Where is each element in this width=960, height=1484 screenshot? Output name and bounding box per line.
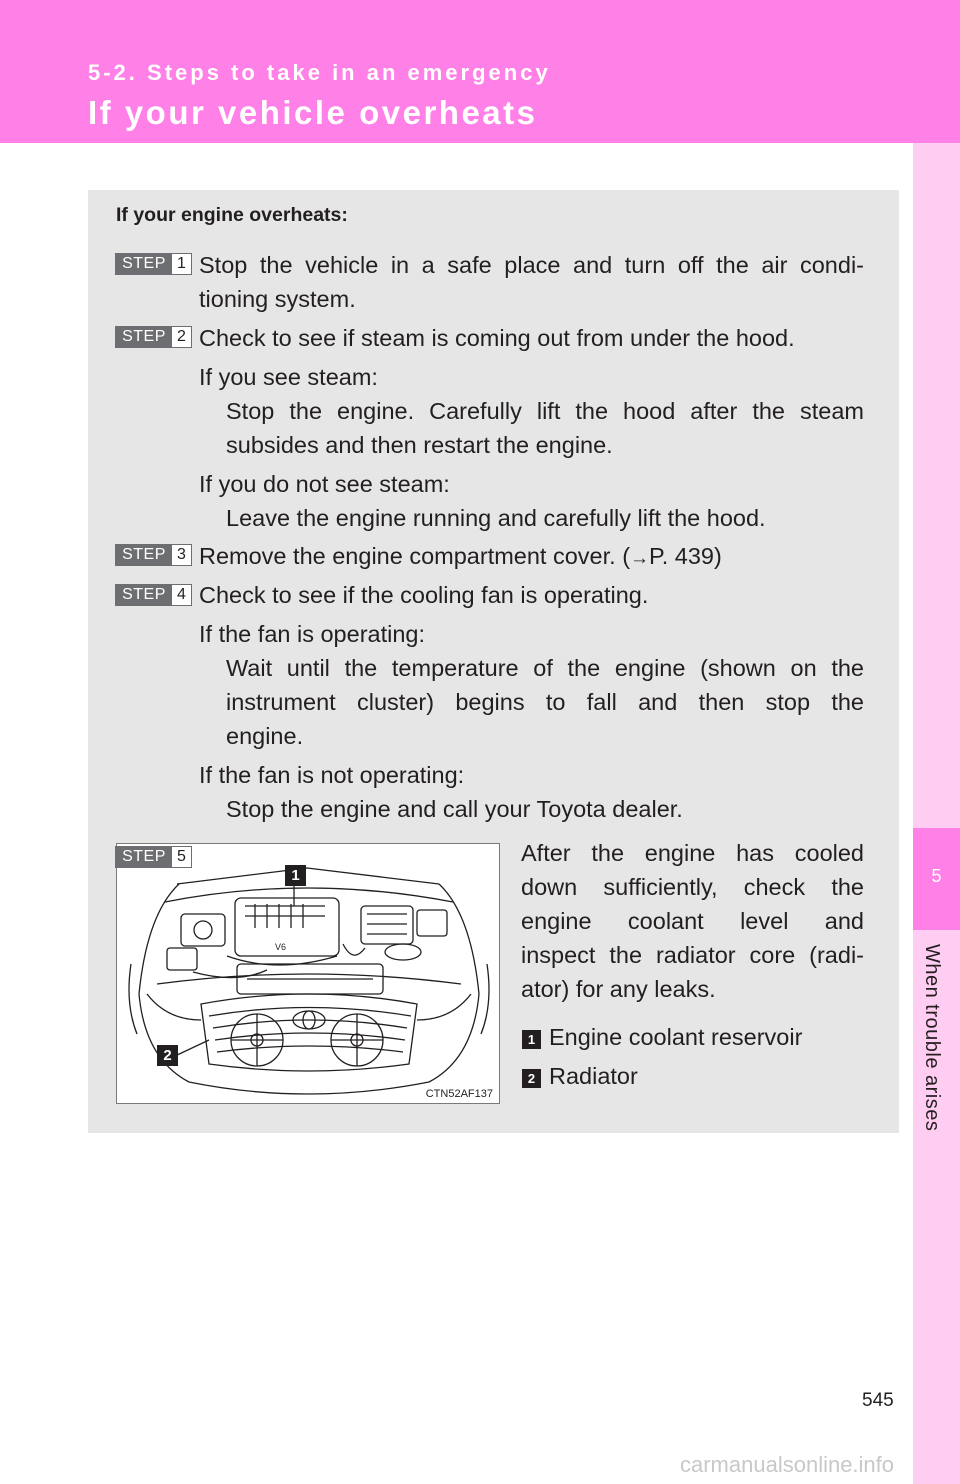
step-3-badge — [115, 544, 192, 566]
step-1-badge — [115, 253, 192, 275]
step-number: 1 — [177, 255, 186, 272]
step-1-text-line2: tioning system. — [199, 286, 356, 312]
step-4-badge — [115, 584, 192, 606]
chapter-number-tab — [913, 828, 960, 930]
chapter-side-tab — [913, 143, 960, 1484]
step-4-action-1-line3: engine. — [226, 723, 304, 749]
page-number: 545 — [862, 1390, 894, 1411]
step-4-action-1-line1: Wait until the temperature of the engine (shown on the — [226, 655, 864, 681]
step-5-text-line2: down sufficiently, check the — [521, 874, 864, 900]
step-label: STEP — [116, 847, 172, 867]
page-reference-arrow: → — [630, 548, 650, 569]
figure-code: CTN52AF137 — [425, 1088, 493, 1100]
step-label: STEP — [116, 254, 172, 274]
legend-label-radiator: Radiator — [549, 1063, 638, 1089]
step-5-text-line1: After the engine has cooled — [521, 840, 864, 866]
step-4-action-2: Stop the engine and call your Toyota dealer. — [226, 796, 683, 822]
step-number: 4 — [177, 586, 186, 603]
step-label: STEP — [116, 327, 172, 347]
section-label: 5-2. Steps to take in an emergency — [88, 60, 551, 85]
step-5-text-line4: inspect the radiator core (radi- — [521, 942, 864, 968]
intro-heading: If your engine overheats: — [116, 204, 348, 226]
step-4-text: Check to see if the cooling fan is operating. — [199, 582, 649, 608]
page-header — [0, 0, 960, 143]
step-1-text-line1: Stop the vehicle in a safe place and turn off the air condi- — [199, 252, 864, 278]
step-2-action-1-line2: subsides and then restart the engine. — [226, 432, 613, 458]
step-2-action-1-line1: Stop the engine. Carefully lift the hood after the steam — [226, 398, 864, 424]
step-2-action-2: Leave the engine running and carefully lift the hood. — [226, 505, 766, 531]
engine-compartment-figure — [116, 843, 500, 1104]
step-label: STEP — [116, 585, 172, 605]
watermark: carmanualsonline.info — [680, 1452, 895, 1477]
step-number: 2 — [177, 328, 186, 345]
legend-marker-2: 2 — [522, 1069, 541, 1088]
step-2-condition-2: If you do not see steam: — [199, 471, 450, 497]
step-2-condition-1: If you see steam: — [199, 364, 378, 390]
step-5-text-line5: ator) for any leaks. — [521, 976, 716, 1002]
legend-marker-1: 1 — [522, 1030, 541, 1049]
legend-label-engine-coolant-reservoir: Engine coolant reservoir — [549, 1024, 803, 1050]
step-4-condition-1: If the fan is operating: — [199, 621, 426, 647]
callout-engine-coolant-reservoir: 1 — [285, 865, 306, 886]
step-2-badge — [115, 326, 192, 348]
step-4-action-1-line2: instrument cluster) begins to fall and then stop the — [226, 689, 864, 715]
page-title: If your vehicle overheats — [88, 94, 538, 131]
step-5-text-line3: engine coolant level and — [521, 908, 864, 934]
step-2-text: Check to see if steam is coming out from under the hood. — [199, 325, 795, 351]
chapter-number: 5 — [931, 866, 942, 886]
step-3-text-main: Remove the engine compartment cover. ( — [199, 543, 631, 569]
step-4-condition-2: If the fan is not operating: — [199, 762, 465, 788]
page-reference: P. 439) — [649, 543, 722, 569]
step-label: STEP — [116, 545, 172, 565]
step-number: 3 — [177, 546, 186, 563]
chapter-label: When trouble arises — [921, 944, 943, 1132]
callout-radiator: 2 — [157, 1045, 178, 1066]
engine-badge: V6 — [275, 942, 287, 952]
step-5-badge — [115, 846, 192, 868]
step-3-text — [199, 539, 722, 576]
step-number: 5 — [177, 848, 186, 865]
